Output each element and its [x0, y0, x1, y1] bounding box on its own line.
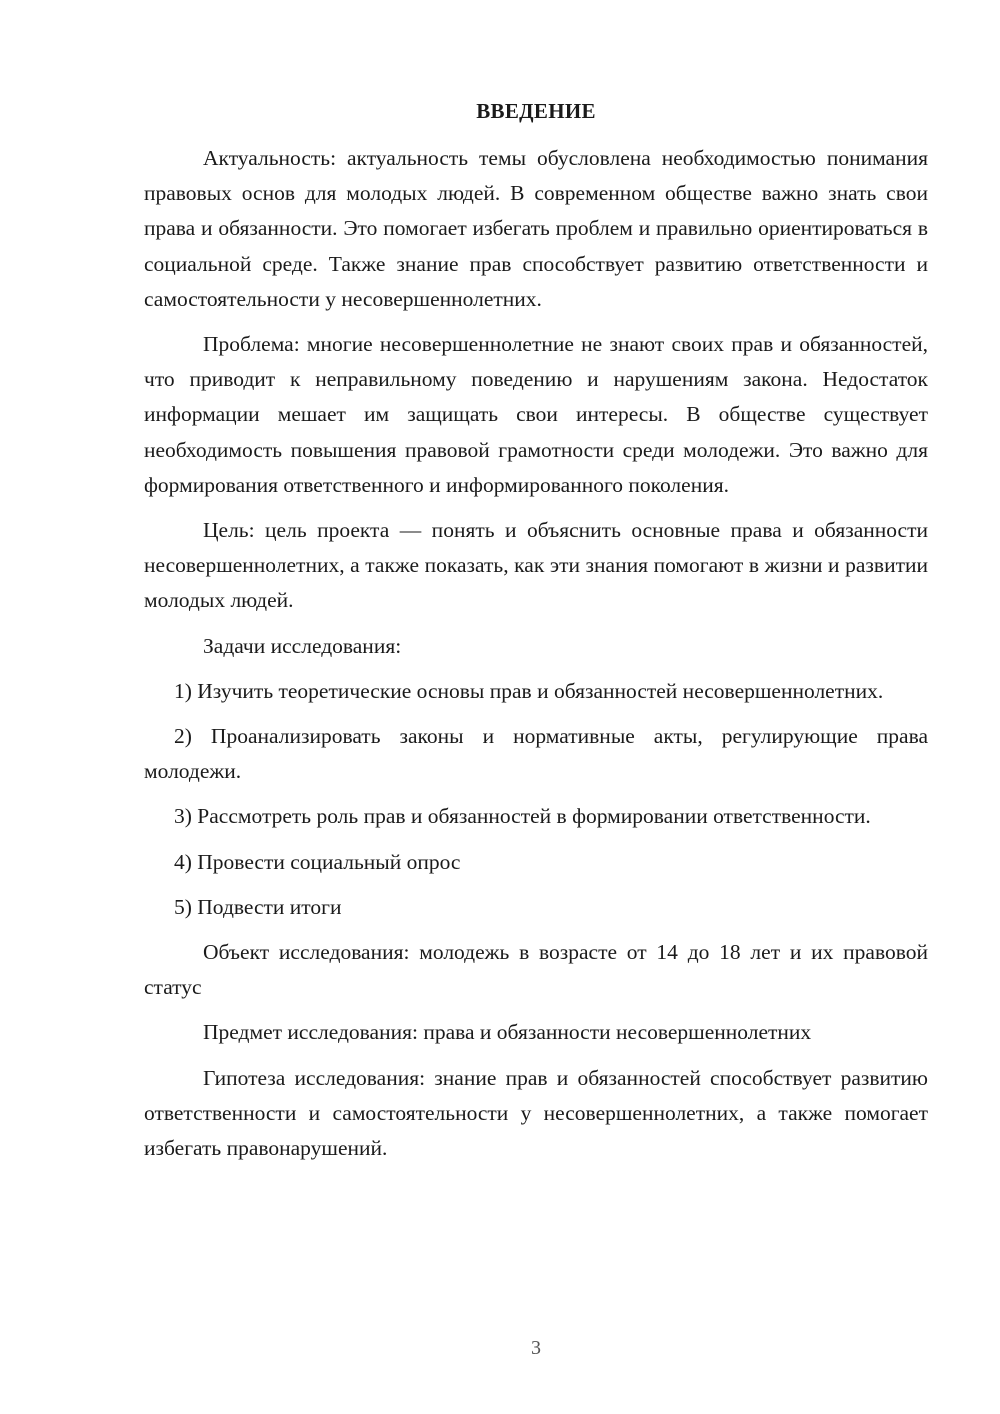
page-title: ВВЕДЕНИЕ [476, 99, 596, 123]
paragraph-hypothesis: Гипотеза исследования: знание прав и обязанностей способствует развитию ответственности и самостоятельности у несовершеннолетних, а также помогает избегать правонарушений. [144, 1065, 928, 1161]
list-item-task-1: 1) Изучить теоретические основы прав и обязанностей несовершеннолетних. [174, 678, 884, 703]
paragraph-goal: Цель: цель проекта — понять и объяснить основные права и обязанности несовершеннолетних, а также показать, как эти знания помогают в жизни и развитии молодых людей. [144, 518, 928, 613]
paragraph-subject: Предмет исследования: права и обязанности несовершеннолетних [203, 1020, 812, 1045]
paragraph-tasks-heading: Задачи исследования: [203, 633, 402, 658]
page-number: 3 [531, 1337, 541, 1359]
paragraph-problem: Проблема: многие несовершеннолетние не знают своих прав и обязанностей, что приводит к неправильному поведению и нарушениям закона. Недостаток информации мешает им защищать свои интересы. В обществе существует необходимость повышения правовой грамотности среди молодежи. Это важно для формирования ответственного и информированного поколения. [144, 332, 928, 497]
list-item-task-5: 5) Подвести итоги [174, 894, 342, 919]
paragraph-object: Объект исследования: молодежь в возрасте от 14 до 18 лет и их правовой статус [144, 940, 928, 1000]
paragraph-relevance: Актуальность: актуальность темы обусловлена необходимостью понимания правовых основ для молодых людей. В современном обществе важно знать свои права и обязанности. Это помогает избегать проблем и правильно ориентироваться в социальной среде. Также знание прав способствует развитию ответственности и самостоятельности у несовершеннолетних. [144, 146, 928, 311]
body-text [144, 141, 928, 1176]
list-item-task-3: 3) Рассмотреть роль прав и обязанностей в формировании ответственности. [174, 804, 871, 829]
list-item-task-2: 2) Проанализировать законы и нормативные акты, регулирующие права молодежи. [144, 724, 928, 784]
list-item-task-4: 4) Провести социальный опрос [174, 849, 461, 874]
